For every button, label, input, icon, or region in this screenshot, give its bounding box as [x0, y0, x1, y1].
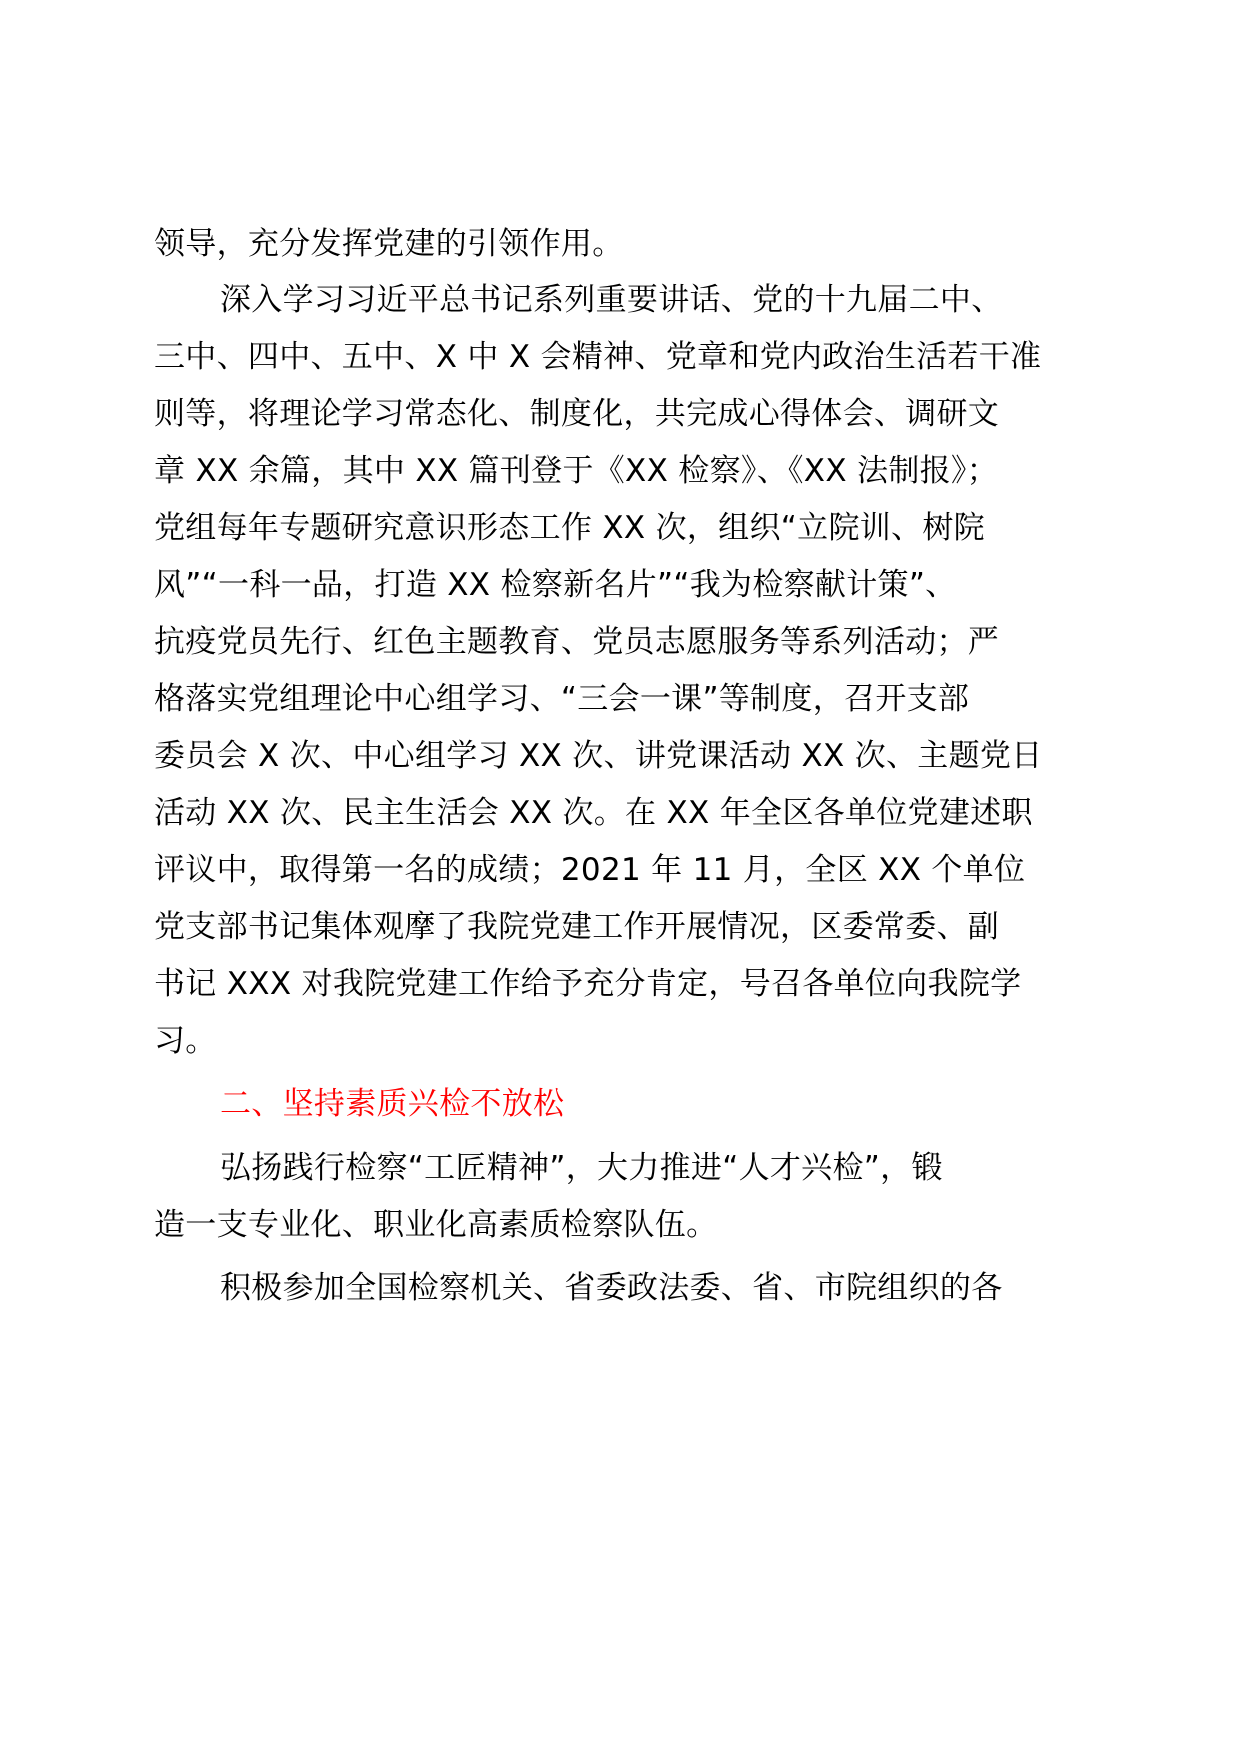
paragraph-line: 章 XX 余篇，其中 XX 篇刊登于《XX 检察》、《XX 法制报》；: [154, 453, 999, 489]
paragraph-line: 委员会 X 次、中心组学习 XX 次、讲党课活动 XX 次、主题党日: [154, 738, 1043, 774]
paragraph-line: 党组每年专题研究意识形态工作 XX 次，组织“立院训、树院: [154, 510, 985, 546]
paragraph-line: 弘扬践行检察“工匠精神”，大力推进“人才兴检”，锻: [220, 1150, 943, 1186]
paragraph-line: 抗疫党员先行、红色主题教育、党员志愿服务等系列活动；严: [154, 624, 1000, 660]
paragraph-line: 党支部书记集体观摩了我院党建工作开展情况，区委常委、副: [154, 909, 1000, 945]
paragraph-line: 则等，将理论学习常态化、制度化，共完成心得体会、调研文: [154, 396, 1000, 432]
paragraph-line: 书记 XXX 对我院党建工作给予充分肯定，号召各单位向我院学: [154, 966, 1022, 1002]
section-heading: 二、坚持素质兴检不放松: [220, 1086, 565, 1122]
paragraph-line: 三中、四中、五中、X 中 X 会精神、党章和党内政治生活若干准: [154, 339, 1042, 375]
paragraph-line: 深入学习习近平总书记系列重要讲话、党的十九届二中、: [220, 282, 1003, 318]
paragraph-line: 积极参加全国检察机关、省委政法委、省、市院组织的各: [220, 1270, 1003, 1306]
paragraph-line: 评议中，取得第一名的成绩；2021 年 11 月，全区 XX 个单位: [154, 852, 1026, 888]
paragraph-line: 领导，充分发挥党建的引领作用。: [154, 226, 624, 262]
paragraph-line: 活动 XX 次、民主生活会 XX 次。在 XX 年全区各单位党建述职: [154, 795, 1033, 831]
paragraph-line: 造一支专业化、职业化高素质检察队伍。: [154, 1207, 718, 1243]
paragraph-line: 格落实党组理论中心组学习、“三会一课”等制度，召开支部: [154, 681, 970, 717]
paragraph-line: 风”“一科一品，打造 XX 检察新名片”“我为检察献计策”、: [154, 567, 957, 603]
paragraph-line: 习。: [154, 1023, 217, 1059]
